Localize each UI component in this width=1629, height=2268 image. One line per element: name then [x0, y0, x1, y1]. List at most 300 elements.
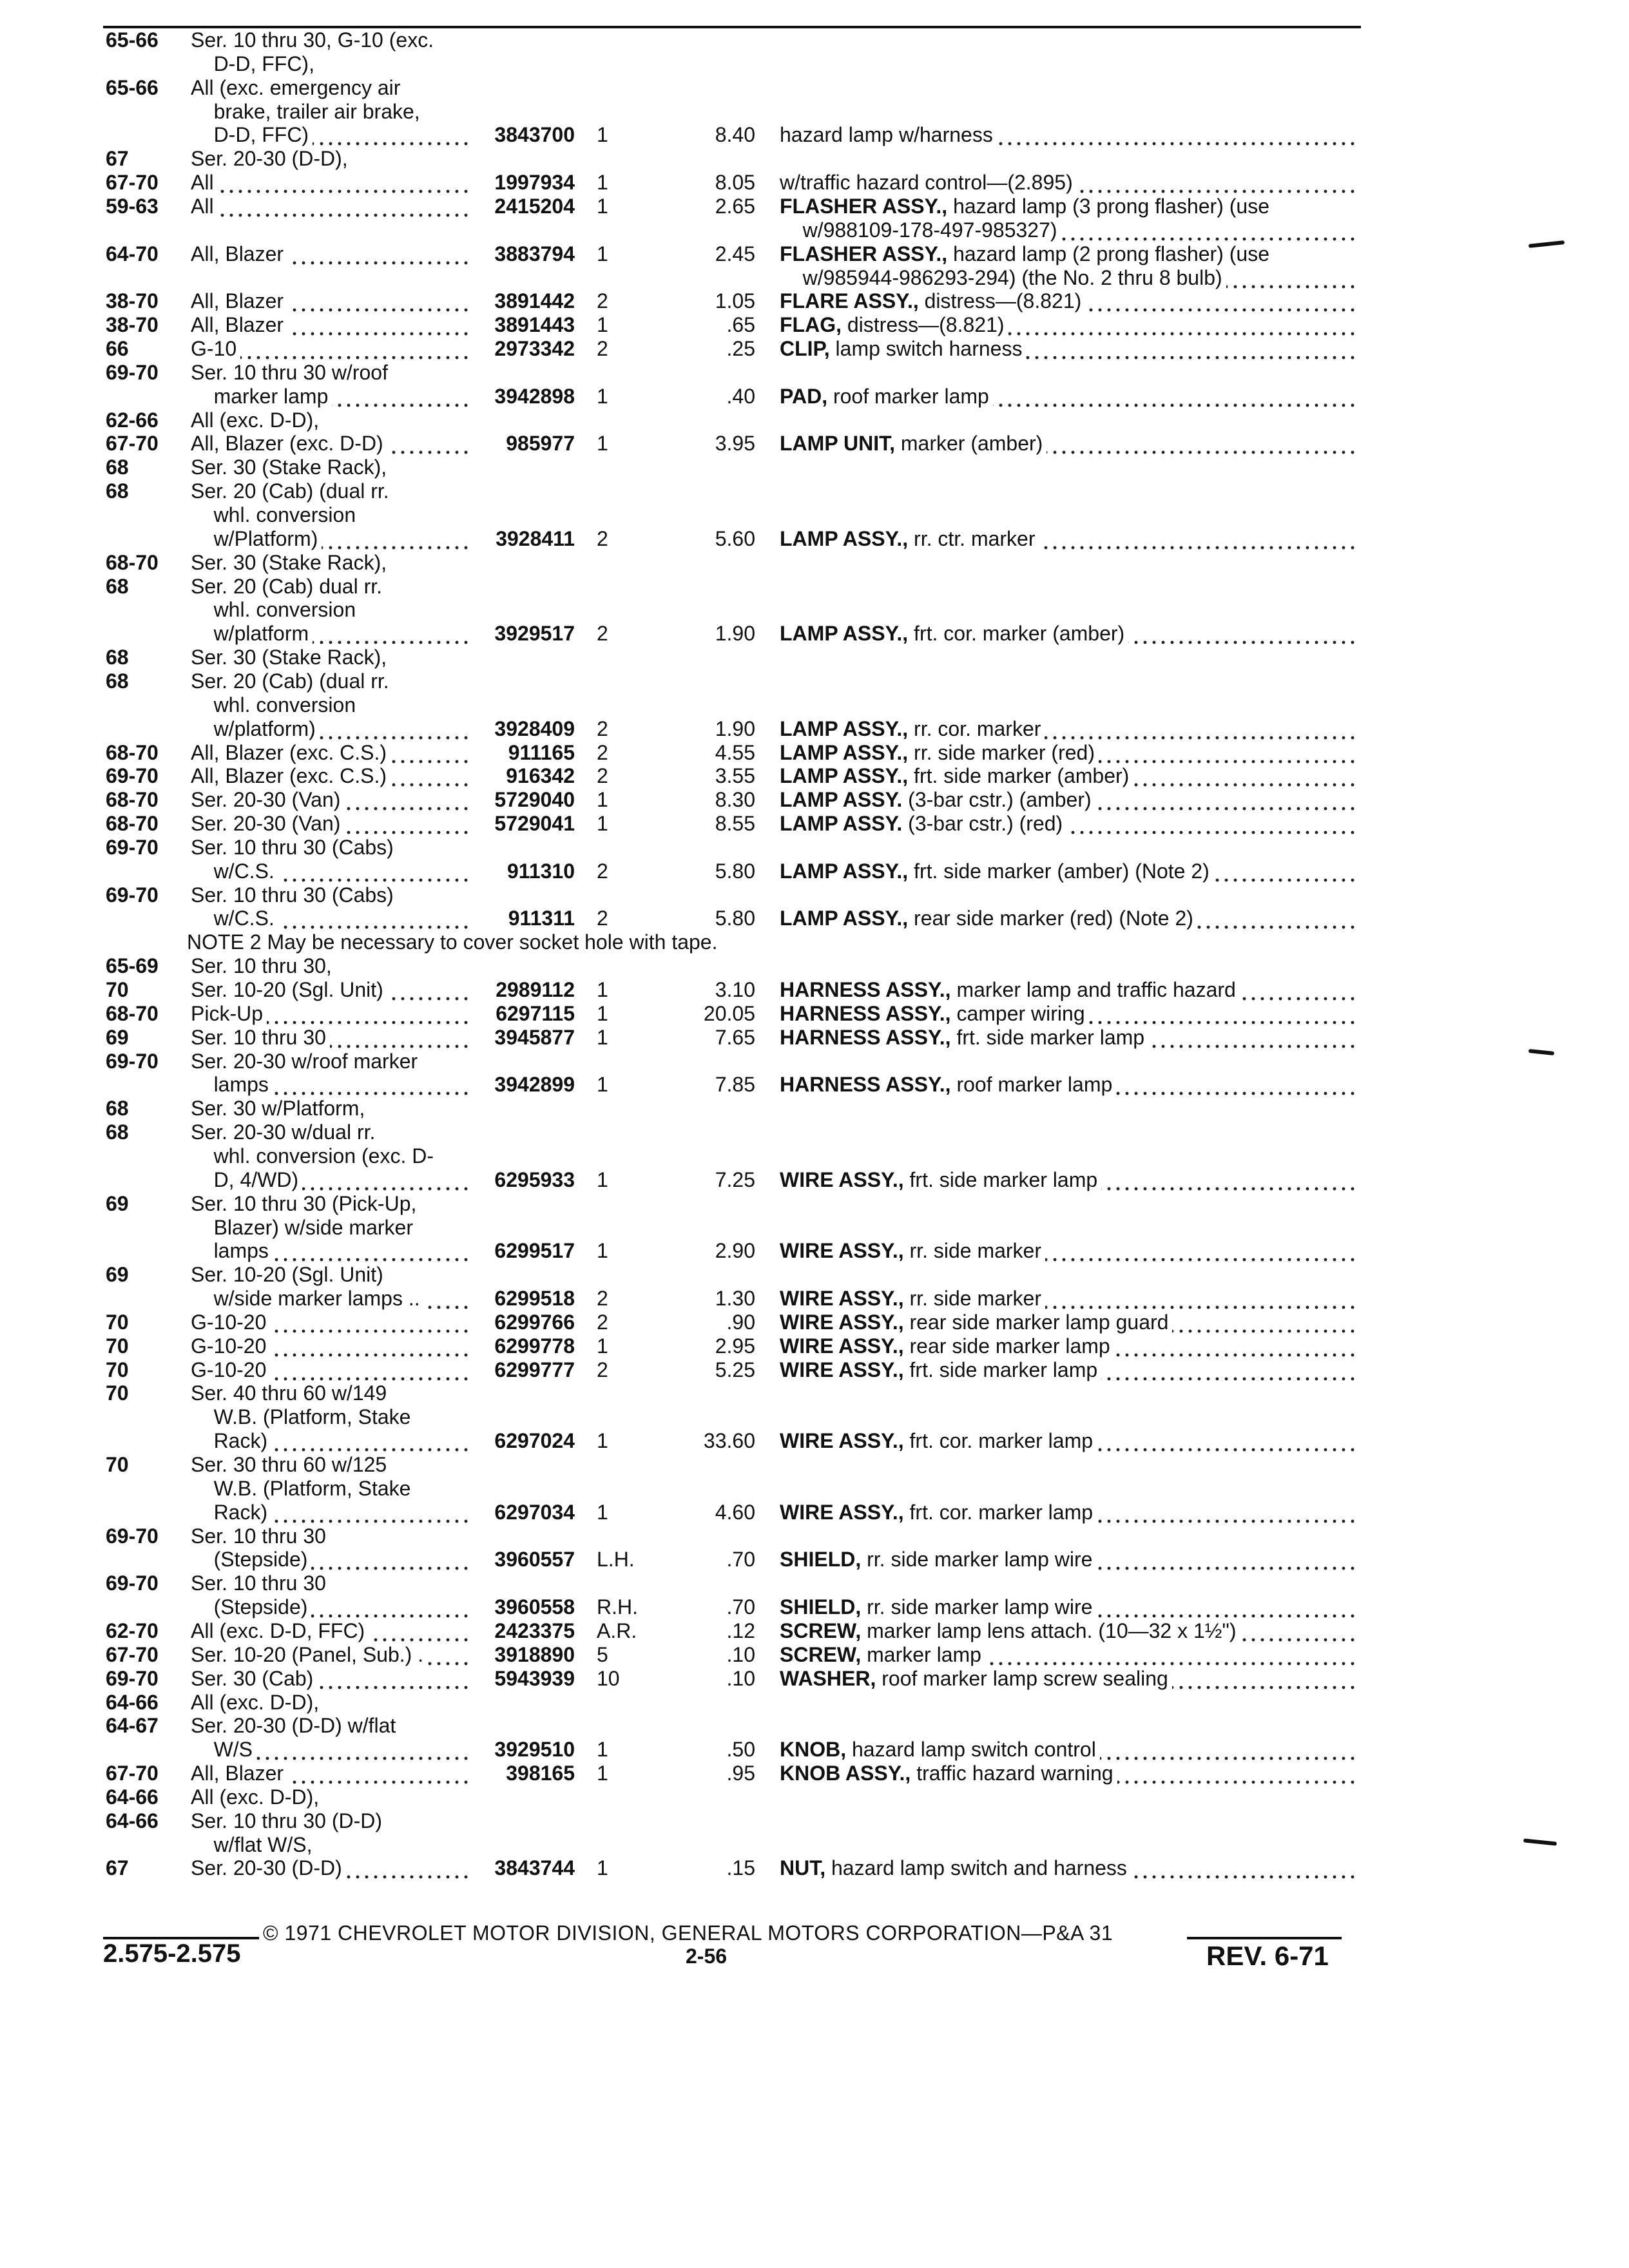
model-years: 68-70	[106, 740, 159, 764]
application-text: Ser. 20-30 (Van)	[191, 812, 344, 835]
description	[780, 741, 1360, 764]
price: 5.25	[715, 1358, 755, 1381]
table-row	[0, 1714, 1629, 1737]
part-number: 3843700	[494, 123, 575, 147]
model-years: 64-67	[106, 1714, 159, 1738]
application	[191, 1856, 468, 1879]
description-text	[780, 1263, 784, 1286]
price: 3.10	[715, 978, 755, 1001]
application	[191, 551, 468, 574]
description	[780, 313, 1360, 336]
application-text: w/C.S.	[191, 907, 278, 930]
application	[191, 1381, 468, 1405]
table-row	[0, 954, 1629, 977]
table-row	[0, 1381, 1629, 1405]
description-title: CLIP,	[780, 337, 830, 361]
application	[191, 1571, 468, 1595]
description	[780, 1548, 1360, 1571]
description	[780, 812, 1360, 835]
description	[780, 1097, 1360, 1120]
application	[191, 954, 468, 977]
description-title: WIRE ASSY.,	[780, 1429, 904, 1453]
model-years: 70	[106, 1453, 129, 1476]
table-row	[0, 1762, 1629, 1785]
table-row	[0, 479, 1629, 503]
model-years: 64-70	[106, 242, 159, 265]
table-row	[0, 76, 1629, 99]
description	[780, 242, 1360, 265]
description-text	[780, 1405, 784, 1428]
description	[780, 1856, 1360, 1879]
quantity: 1	[597, 978, 608, 1001]
application	[191, 907, 468, 930]
description	[780, 598, 1360, 621]
application-text: (Stepside)	[191, 1595, 311, 1619]
table-row	[0, 1785, 1629, 1809]
table-row	[0, 195, 1629, 218]
application-text: Ser. 20-30 w/dual rr.	[191, 1120, 379, 1144]
table-row	[0, 1097, 1629, 1120]
part-number: 2423375	[494, 1619, 575, 1642]
application	[191, 527, 468, 550]
table-row	[0, 385, 1629, 408]
description	[780, 432, 1360, 455]
quantity: 2	[597, 764, 608, 788]
description	[780, 883, 1360, 907]
part-number: 3960558	[494, 1595, 575, 1619]
table-row	[0, 1548, 1629, 1571]
table-row	[0, 860, 1629, 883]
quantity: 1	[597, 1334, 608, 1358]
table-row	[0, 646, 1629, 669]
description-text	[780, 575, 784, 598]
part-number: 3942899	[494, 1073, 575, 1097]
application-text: All, Blazer	[191, 242, 287, 265]
description-title: WIRE ASSY.,	[780, 1358, 904, 1381]
application-text: Ser. 20-30 (D-D) w/flat	[191, 1714, 400, 1737]
quantity: 2	[597, 622, 608, 646]
model-years: 70	[106, 1381, 129, 1405]
quantity: A.R.	[597, 1619, 637, 1642]
table-row	[0, 1002, 1629, 1025]
application-text: Ser. 20 (Cab) (dual rr.	[191, 479, 393, 503]
model-years: 70	[106, 1358, 129, 1381]
table-row	[0, 693, 1629, 716]
description-title: LAMP ASSY.,	[780, 716, 909, 740]
price: .10	[726, 1642, 755, 1666]
table-row	[0, 764, 1629, 787]
description-text	[780, 1216, 784, 1239]
price: 33.60	[703, 1429, 755, 1453]
table-row	[0, 289, 1629, 312]
table-row	[0, 575, 1629, 598]
price: 8.40	[715, 123, 755, 147]
description	[780, 1809, 1360, 1832]
description	[780, 1524, 1360, 1548]
model-years: 68	[106, 574, 129, 598]
application	[191, 171, 468, 194]
model-years: 59-63	[106, 194, 159, 218]
description-text: rr. cor. marker	[908, 717, 1045, 740]
application	[191, 76, 468, 99]
page-number: 2-56	[686, 1945, 728, 1968]
price: .90	[726, 1310, 755, 1334]
price: 20.05	[703, 1001, 755, 1025]
table-row	[0, 883, 1629, 907]
description	[780, 1120, 1360, 1144]
quantity: 1	[597, 242, 608, 265]
application	[191, 52, 468, 75]
quantity: 1	[597, 171, 608, 195]
description	[780, 289, 1360, 312]
description	[780, 1477, 1360, 1500]
model-years: 64-66	[106, 1809, 159, 1832]
description-text	[780, 503, 784, 526]
application	[191, 456, 468, 479]
table-row	[0, 266, 1629, 289]
table-row	[0, 551, 1629, 574]
application	[191, 1809, 468, 1832]
model-years: 68	[106, 456, 129, 479]
quantity: 1	[597, 432, 608, 456]
application-text: Ser. 30 w/Platform,	[191, 1097, 369, 1120]
description-text	[780, 1144, 784, 1168]
application-text: W.B. (Platform, Stake	[191, 1477, 414, 1500]
description-text: rr. side marker lamp wire	[861, 1548, 1096, 1571]
description-text: w/985944-986293-294) (the No. 2 thru 8 bulb)	[780, 266, 1226, 289]
description	[780, 76, 1360, 99]
description-text	[780, 1192, 784, 1215]
description	[780, 52, 1360, 75]
group-code: 2.575-2.575	[103, 1939, 241, 1968]
model-years: 62-70	[106, 1619, 159, 1642]
application-text: D, 4/WD)	[191, 1168, 302, 1191]
table-row	[0, 1595, 1629, 1619]
application-text: Ser. 20 (Cab) dual rr.	[191, 575, 386, 598]
application-text: whl. conversion	[191, 598, 360, 621]
application	[191, 575, 468, 598]
description	[780, 1263, 1360, 1286]
description	[780, 1026, 1360, 1049]
table-row	[0, 1168, 1629, 1191]
price: 1.30	[715, 1287, 755, 1311]
quantity: 2	[597, 716, 608, 740]
part-number: 6299766	[494, 1310, 575, 1334]
description-text: roof marker lamp	[951, 1073, 1117, 1096]
application	[191, 1405, 468, 1428]
model-years: 68	[106, 479, 129, 503]
description-text: frt. side marker lamp	[904, 1358, 1102, 1381]
application	[191, 1311, 468, 1334]
application	[191, 503, 468, 526]
description-text	[780, 954, 784, 977]
application-text: w/side marker lamps ..	[191, 1287, 424, 1310]
application-text: whl. conversion (exc. D-	[191, 1144, 438, 1168]
application	[191, 1667, 468, 1690]
table-row	[0, 1667, 1629, 1690]
description	[780, 1168, 1360, 1191]
table-row	[0, 1216, 1629, 1239]
description	[780, 1453, 1360, 1476]
copyright-notice: © 1971 CHEVROLET MOTOR DIVISION, GENERAL MOTORS CORPORATION—P&A 31	[263, 1921, 1113, 1945]
description	[780, 1738, 1360, 1761]
table-row	[0, 171, 1629, 194]
description	[780, 954, 1360, 977]
application-text: Ser. 30 (Stake Rack),	[191, 646, 390, 669]
description-title: WIRE ASSY.,	[780, 1500, 904, 1524]
application	[191, 1785, 468, 1809]
table-row	[0, 788, 1629, 811]
application-text: lamps	[191, 1073, 273, 1096]
table-row	[0, 978, 1629, 1001]
model-years: 69-70	[106, 1666, 159, 1690]
description-text: rear side marker lamp	[904, 1334, 1114, 1358]
description	[780, 28, 1360, 52]
application	[191, 1026, 468, 1049]
model-years: 68-70	[106, 812, 159, 836]
quantity: 5	[597, 1642, 608, 1666]
description-text	[780, 479, 784, 503]
description-title: LAMP ASSY.,	[780, 859, 909, 883]
description-title: SHIELD,	[780, 1548, 862, 1571]
description-text: frt. cor. marker (amber)	[908, 622, 1128, 645]
description-text	[780, 693, 784, 716]
application	[191, 1833, 468, 1856]
table-row	[0, 1833, 1629, 1856]
quantity: 2	[597, 740, 608, 764]
application-text: Ser. 10-20 (Panel, Sub.) .	[191, 1643, 427, 1666]
application	[191, 1548, 468, 1571]
description-title: KNOB ASSY.,	[780, 1762, 911, 1785]
table-row	[0, 147, 1629, 170]
price: 1.05	[715, 289, 755, 313]
table-row	[0, 1477, 1629, 1500]
part-number: 6295933	[494, 1168, 575, 1191]
table-row	[0, 1263, 1629, 1286]
table-row	[0, 836, 1629, 859]
application	[191, 717, 468, 740]
description	[780, 1311, 1360, 1334]
quantity: L.H.	[597, 1548, 635, 1571]
application	[191, 289, 468, 312]
description-text: hazard lamp switch and harness	[825, 1856, 1131, 1879]
description-title: LAMP ASSY.,	[780, 740, 909, 764]
description	[780, 1667, 1360, 1690]
description-text: hazard lamp (2 prong flasher) (use	[947, 242, 1273, 265]
description	[780, 1643, 1360, 1666]
description-text	[780, 1050, 784, 1073]
description	[780, 1002, 1360, 1025]
quantity: 1	[597, 1856, 608, 1880]
price: 7.85	[715, 1073, 755, 1097]
description	[780, 147, 1360, 170]
application	[191, 1714, 468, 1737]
price: 2.95	[715, 1334, 755, 1358]
quantity: 1	[597, 313, 608, 337]
model-years: 69-70	[106, 1524, 159, 1548]
model-years: 67-70	[106, 432, 159, 456]
description-text	[780, 147, 784, 170]
application	[191, 1192, 468, 1215]
description-text	[780, 1833, 784, 1856]
price: 5.60	[715, 526, 755, 550]
part-number: 5729041	[494, 812, 575, 836]
description-title: FLAG,	[780, 313, 842, 337]
model-years: 64-66	[106, 1785, 159, 1809]
price: .95	[726, 1762, 755, 1785]
price: .15	[726, 1856, 755, 1880]
application	[191, 764, 468, 787]
application	[191, 1358, 468, 1381]
application	[191, 741, 468, 764]
application-text: Ser. 30 (Stake Rack),	[191, 456, 390, 479]
description	[780, 361, 1360, 384]
description-title: HARNESS ASSY.,	[780, 1073, 951, 1097]
description-text: (3-bar cstr.) (red)	[902, 812, 1066, 835]
application-text: Rack)	[191, 1429, 271, 1452]
application-text: Ser. 40 thru 60 w/149	[191, 1381, 390, 1405]
description-text: lamp switch harness	[830, 337, 1027, 360]
application-text: marker lamp	[191, 385, 332, 408]
model-years: 67-70	[106, 1762, 159, 1785]
model-years: 69-70	[106, 883, 159, 907]
application-text: Ser. 10 thru 30,	[191, 954, 336, 977]
footer-rule-right	[1187, 1937, 1342, 1939]
model-years: 69-70	[106, 1571, 159, 1595]
quantity: 1	[597, 1001, 608, 1025]
footnote: NOTE 2 May be necessary to cover socket hole with tape.	[187, 930, 718, 954]
application	[191, 693, 468, 716]
description	[780, 1334, 1360, 1358]
table-row	[0, 622, 1629, 645]
description-title: FLARE ASSY.,	[780, 289, 919, 313]
description-text: rr. side marker	[904, 1287, 1045, 1310]
description-text	[780, 551, 784, 574]
application-text: Blazer) w/side marker	[191, 1216, 417, 1239]
table-row	[0, 218, 1629, 242]
description-text	[780, 1097, 784, 1120]
application	[191, 1120, 468, 1144]
description-text: frt. cor. marker lamp	[904, 1501, 1097, 1524]
description	[780, 1073, 1360, 1096]
description-title: KNOB,	[780, 1738, 847, 1762]
application	[191, 361, 468, 384]
table-row	[0, 1524, 1629, 1548]
table-row	[0, 1050, 1629, 1073]
table-row	[0, 1287, 1629, 1310]
description	[780, 385, 1360, 408]
description-text: hazard lamp (3 prong flasher) (use	[947, 195, 1273, 218]
table-row	[0, 432, 1629, 455]
model-years: 68-70	[106, 788, 159, 812]
application-text: Ser. 20 (Cab) (dual rr.	[191, 669, 393, 693]
part-number: 911310	[506, 859, 575, 883]
quantity: 2	[597, 1287, 608, 1311]
application-text	[191, 218, 195, 242]
application	[191, 1501, 468, 1524]
price: .65	[726, 313, 755, 337]
description-text	[780, 1785, 784, 1809]
description-text	[780, 76, 784, 99]
model-years: 65-66	[106, 28, 159, 52]
application	[191, 385, 468, 408]
quantity: 1	[597, 194, 608, 218]
description	[780, 100, 1360, 123]
description-title: FLASHER ASSY.,	[780, 242, 948, 265]
description-text: marker lamp	[861, 1643, 985, 1666]
description	[780, 575, 1360, 598]
description	[780, 266, 1360, 289]
application	[191, 479, 468, 503]
model-years: 70	[106, 1334, 129, 1358]
table-row	[0, 456, 1629, 479]
table-row	[0, 1809, 1629, 1832]
application-text: Ser. 30 thru 60 w/125	[191, 1453, 390, 1476]
description-text: hazard lamp switch control	[846, 1738, 1100, 1761]
description-title: WIRE ASSY.,	[780, 1310, 904, 1334]
description-text: (3-bar cstr.) (amber)	[902, 788, 1095, 811]
application	[191, 1691, 468, 1714]
price: 4.60	[715, 1500, 755, 1524]
model-years: 69	[106, 1191, 129, 1215]
description-text	[780, 646, 784, 669]
description-title: WASHER,	[780, 1666, 876, 1690]
description-text: marker lamp lens attach. (10—32 x 1½")	[861, 1619, 1240, 1642]
application-text: Ser. 10 thru 30	[191, 1571, 330, 1595]
quantity: 1	[597, 1025, 608, 1049]
description-title: LAMP UNIT,	[780, 432, 895, 456]
model-years: 69-70	[106, 764, 159, 788]
model-years: 70	[106, 978, 129, 1001]
part-number: 3891442	[494, 289, 575, 313]
application-text: brake, trailer air brake,	[191, 100, 424, 123]
application-text: All, Blazer	[191, 313, 287, 336]
price: 2.90	[715, 1239, 755, 1263]
price: 1.90	[715, 622, 755, 646]
application	[191, 860, 468, 883]
application-text: All (exc. D-D),	[191, 1785, 323, 1809]
application	[191, 669, 468, 693]
application	[191, 1334, 468, 1358]
application-text: G-10-20	[191, 1311, 270, 1334]
part-number: 6297115	[496, 1001, 575, 1025]
model-years: 68	[106, 669, 129, 693]
description-text: traffic hazard warning	[911, 1762, 1117, 1785]
table-row	[0, 1358, 1629, 1381]
part-number: 398165	[506, 1762, 575, 1785]
application	[191, 28, 468, 52]
application-text: Pick-Up	[191, 1002, 267, 1025]
application	[191, 218, 468, 242]
table-row	[0, 907, 1629, 930]
description	[780, 693, 1360, 716]
price: 8.30	[715, 788, 755, 812]
description	[780, 1595, 1360, 1619]
description	[780, 622, 1360, 645]
description-text	[780, 1477, 784, 1500]
table-row	[0, 361, 1629, 384]
table-row	[0, 717, 1629, 740]
table-row	[0, 408, 1629, 432]
application-text: All, Blazer	[191, 1762, 287, 1785]
application	[191, 788, 468, 811]
application	[191, 1263, 468, 1286]
description-title: WIRE ASSY.,	[780, 1287, 904, 1311]
quantity: 1	[597, 1239, 608, 1263]
quantity: 1	[597, 384, 608, 408]
description-text	[780, 669, 784, 693]
application-text: All	[191, 195, 218, 218]
